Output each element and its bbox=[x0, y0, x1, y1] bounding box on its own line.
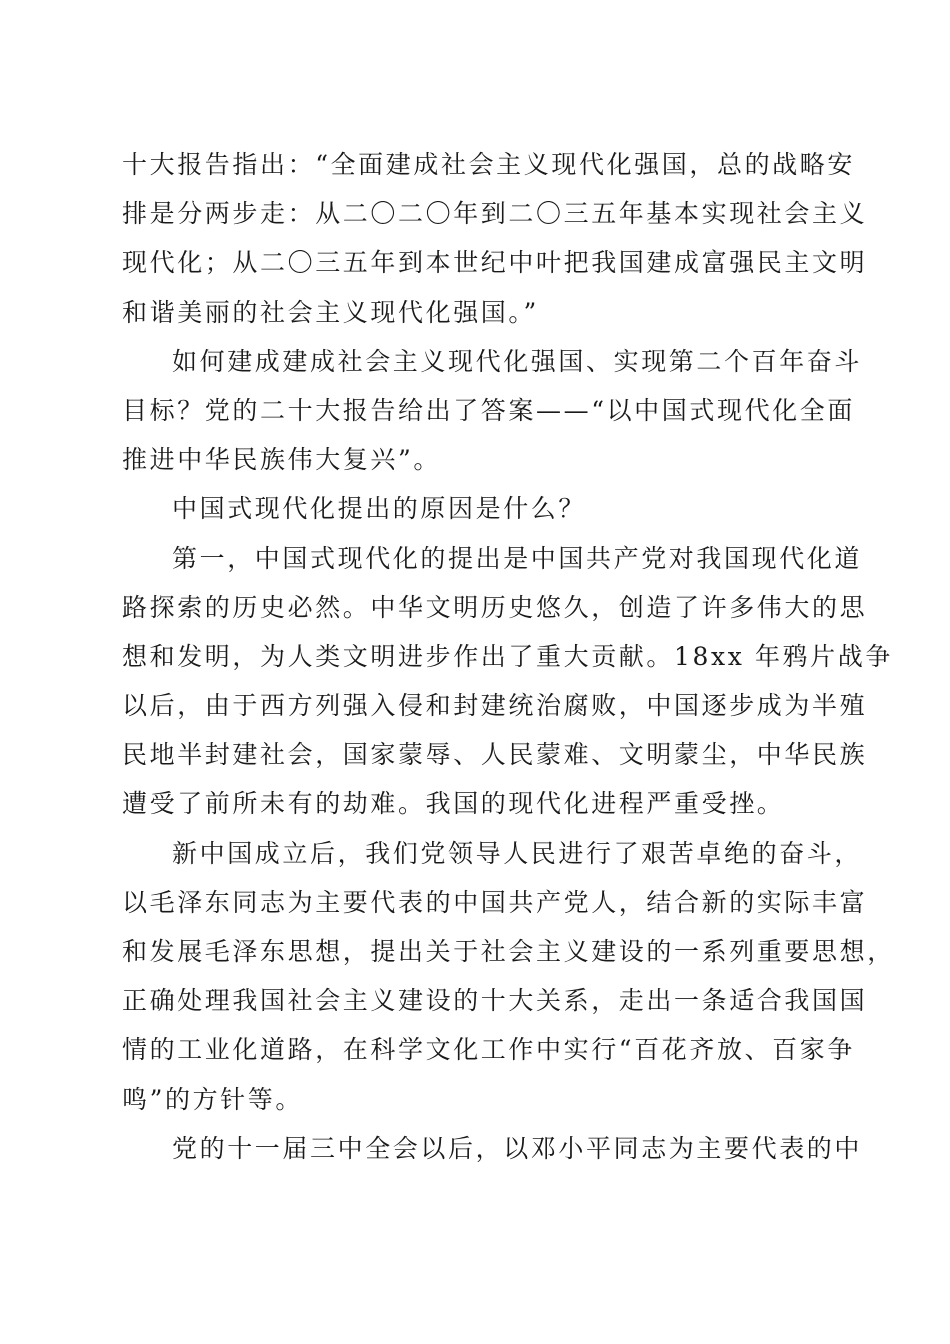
text-line: 想和发明，为人类文明进步作出了重大贡献。18xx 年鸦片战争 bbox=[122, 641, 893, 671]
paragraph bbox=[122, 829, 895, 1124]
text-line: 情的工业化道路，在科学文化工作中实行“百花齐放、百家争 bbox=[122, 1035, 855, 1065]
paragraph bbox=[122, 140, 868, 337]
paragraph bbox=[122, 484, 832, 533]
text-line: 排是分两步走：从二〇二〇年到二〇三五年基本实现社会主义 bbox=[122, 199, 868, 229]
text-line: 和发展毛泽东思想，提出关于社会主义建设的一系列重要思想， bbox=[122, 937, 895, 966]
text-line: 现代化；从二〇三五年到本世纪中叶把我国建成富强民主文明 bbox=[122, 248, 868, 278]
text-line: 和谐美丽的社会主义现代化强国。” bbox=[122, 297, 539, 327]
text-line: 民地半封建社会，国家蒙辱、人民蒙难、文明蒙尘，中华民族 bbox=[122, 740, 868, 770]
text-line: 正确处理我国社会主义建设的十大关系，走出一条适合我国国 bbox=[122, 986, 868, 1016]
text-line: 路探索的历史必然。中华文明历史悠久，创造了许多伟大的思 bbox=[122, 592, 868, 622]
text-line: 党的十一届三中全会以后，以邓小平同志为主要代表的中 bbox=[172, 1133, 863, 1163]
text-line: 以后，由于西方列强入侵和封建统治腐败，中国逐步成为半殖 bbox=[122, 691, 868, 721]
text-line: 新中国成立后，我们党领导人民进行了艰苦卓绝的奋斗， bbox=[172, 838, 863, 868]
text-line: 如何建成建成社会主义现代化强国、实现第二个百年奋斗 bbox=[172, 346, 863, 376]
text-line: 目标？党的二十大报告给出了答案——“以中国式现代化全面 bbox=[122, 395, 855, 425]
text-line: 鸣”的方针等。 bbox=[122, 1084, 303, 1114]
text-line: 推进中华民族伟大复兴”。 bbox=[122, 445, 441, 475]
text-line: 以毛泽东同志为主要代表的中国共产党人，结合新的实际丰富 bbox=[122, 887, 868, 917]
text-line: 中国式现代化提出的原因是什么？ bbox=[172, 494, 587, 524]
text-line: 第一，中国式现代化的提出是中国共产党对我国现代化道 bbox=[172, 543, 863, 573]
paragraph bbox=[122, 534, 893, 829]
paragraph bbox=[122, 1124, 863, 1173]
text-line: 十大报告指出：“全面建成社会主义现代化强国，总的战略安 bbox=[122, 150, 855, 179]
text-line: 遭受了前所未有的劫难。我国的现代化进程严重受挫。 bbox=[122, 789, 785, 819]
paragraph bbox=[122, 337, 863, 485]
document-body bbox=[122, 140, 895, 1173]
